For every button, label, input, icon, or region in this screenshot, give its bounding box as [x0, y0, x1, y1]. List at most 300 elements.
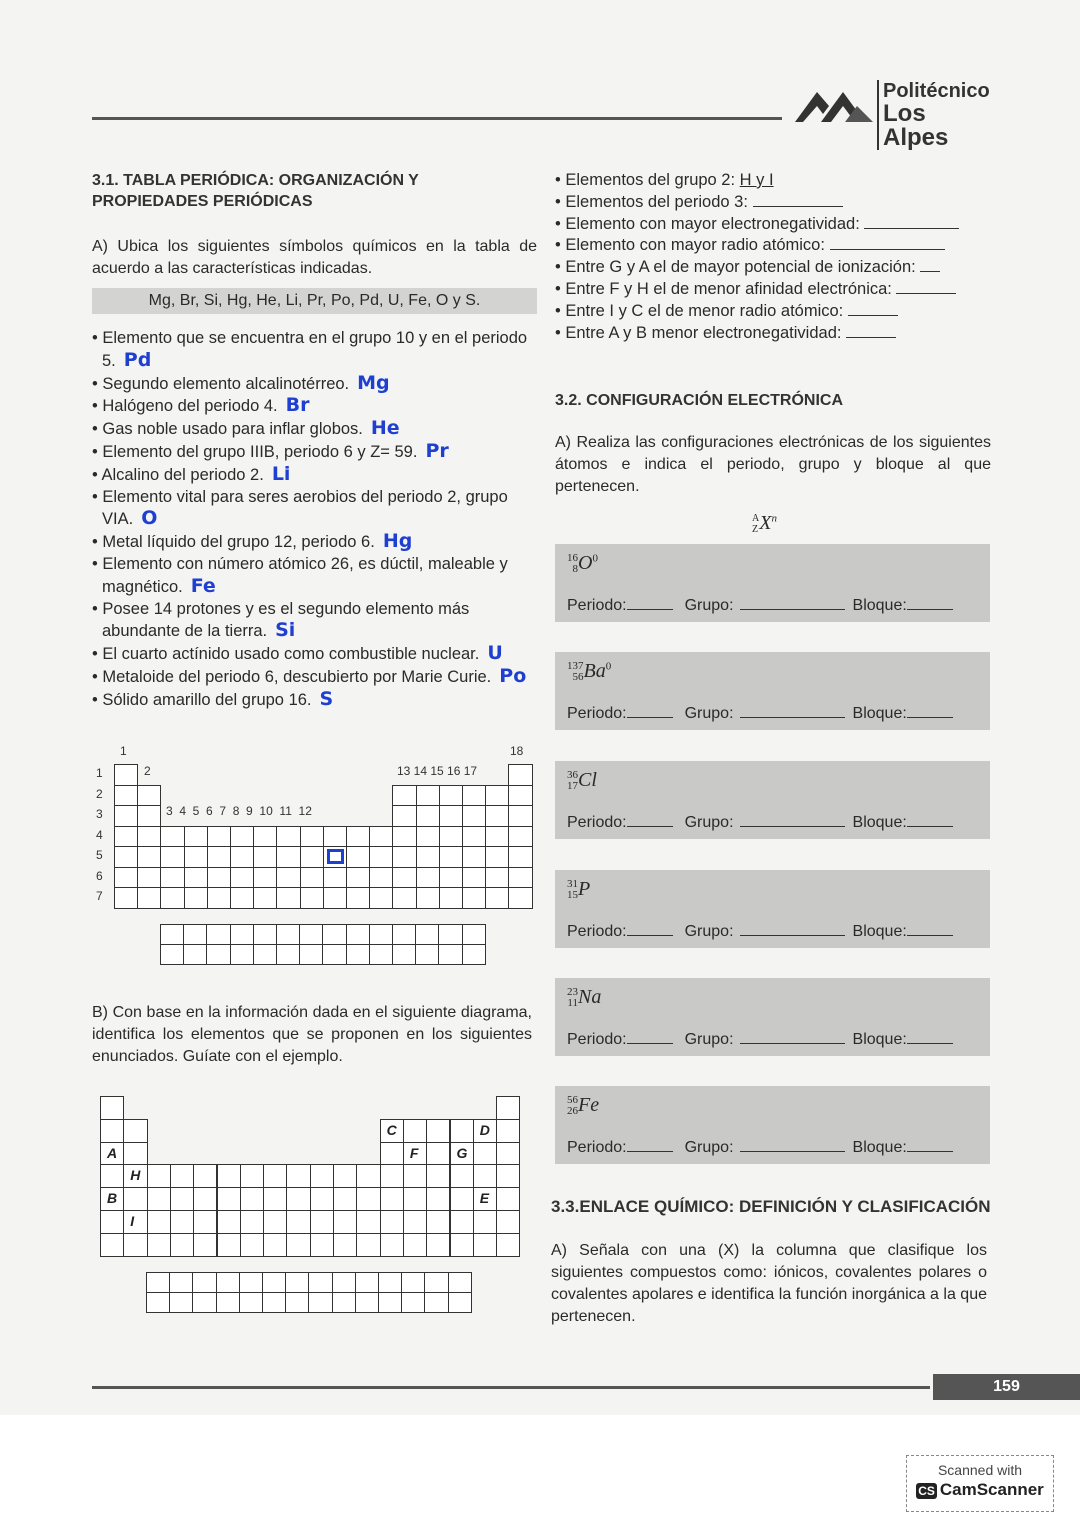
table-cell[interactable] [346, 887, 370, 909]
f-block-cell[interactable] [462, 944, 486, 965]
table-cell[interactable] [403, 1119, 427, 1143]
bloque-label: Bloque: [852, 1139, 907, 1156]
f-block-cell[interactable] [183, 944, 207, 965]
f-block-cell[interactable] [322, 944, 346, 965]
part-b-intro: B) Con base en la información dada en el siguiente diagrama, identifica los elementos que se proponen en los siguientes enunciados. Guíate con el ejemplo. [92, 1004, 532, 1065]
table-cell[interactable] [416, 846, 440, 868]
f-block-cell[interactable] [401, 1272, 425, 1293]
f-block-cell[interactable] [401, 1292, 425, 1313]
table-cell[interactable] [300, 826, 324, 848]
bloque-blank[interactable] [907, 1138, 953, 1152]
table-cell[interactable] [170, 1164, 194, 1188]
table-cell[interactable] [207, 826, 231, 848]
table-cell[interactable] [230, 887, 254, 909]
table-cell[interactable] [496, 1233, 520, 1257]
f-block-cell[interactable] [424, 1292, 448, 1313]
grupo-label: Grupo: [684, 923, 734, 940]
f-block-cell[interactable] [462, 924, 486, 945]
table-cell[interactable] [462, 887, 486, 909]
table-cell[interactable] [170, 1210, 194, 1234]
periodo-blank[interactable] [627, 922, 673, 936]
table-cell[interactable] [147, 1164, 171, 1188]
table-cell[interactable] [240, 1210, 264, 1234]
table-cell[interactable] [100, 1096, 124, 1120]
table-cell[interactable] [496, 1210, 520, 1234]
table-cell[interactable] [123, 1210, 147, 1234]
handwritten-answer: Li [271, 462, 291, 485]
table-cell[interactable] [462, 867, 486, 889]
table-cell[interactable] [217, 1210, 241, 1234]
table-cell[interactable] [193, 1233, 217, 1257]
table-cell[interactable] [217, 1187, 241, 1211]
table-cell[interactable] [508, 846, 532, 868]
table-cell[interactable] [462, 846, 486, 868]
f-block-cell[interactable] [206, 924, 230, 945]
table-cell[interactable] [137, 805, 161, 827]
section-33-title: 3.3.ENLACE QUÍMICO: DEFINICIÓN Y CLASIFICACIÓN [551, 1197, 991, 1216]
grupo-blank[interactable] [740, 813, 845, 827]
table-cell[interactable] [403, 1210, 427, 1234]
table-cell[interactable] [508, 785, 532, 807]
answer-blank[interactable] [920, 258, 940, 272]
table-cell[interactable] [380, 1187, 404, 1211]
table-cell[interactable] [217, 1164, 241, 1188]
grupo-blank[interactable] [740, 596, 845, 610]
period-label: 7 [96, 889, 103, 903]
clue-item [92, 328, 537, 373]
f-block-cell[interactable] [160, 944, 184, 965]
bloque-blank[interactable] [907, 596, 953, 610]
table-cell[interactable] [184, 887, 208, 909]
table-cell[interactable] [217, 1233, 241, 1257]
period-label: 1 [96, 766, 103, 780]
table-cell[interactable] [416, 805, 440, 827]
table-cell[interactable] [473, 1164, 497, 1188]
table-cell[interactable] [253, 887, 277, 909]
table-cell[interactable] [508, 867, 532, 889]
camscanner-icon: CS [918, 1484, 935, 1498]
table-cell[interactable] [193, 1164, 217, 1188]
handwritten-answer: Po [499, 664, 527, 687]
table-cell[interactable] [333, 1164, 357, 1188]
f-block-cell[interactable] [299, 944, 323, 965]
periodo-label: Periodo: [567, 1139, 627, 1156]
grupo-blank[interactable] [740, 704, 845, 718]
question-text: Entre A y B menor electronegatividad: [565, 323, 842, 342]
table-cell[interactable] [403, 1164, 427, 1188]
table-cell[interactable] [346, 846, 370, 868]
table-cell[interactable] [392, 867, 416, 889]
table-cell[interactable] [193, 1187, 217, 1211]
table-cell[interactable] [323, 867, 347, 889]
table-cell[interactable] [426, 1119, 450, 1143]
table-cell[interactable] [380, 1210, 404, 1234]
atomic-number: 26 [567, 1105, 578, 1118]
table-cell[interactable] [286, 1187, 310, 1211]
table-cell[interactable] [485, 867, 509, 889]
table-cell[interactable] [403, 1233, 427, 1257]
f-block-cell[interactable] [378, 1292, 402, 1313]
table-cell[interactable] [356, 1233, 380, 1257]
clue-text: Metal líquido del grupo 12, periodo 6. [102, 533, 375, 552]
f-block-cell[interactable] [192, 1292, 216, 1313]
clue-text: Gas noble usado para inflar globos. [102, 420, 363, 439]
table-cell[interactable] [160, 826, 184, 848]
table-cell[interactable] [392, 805, 416, 827]
table-cell[interactable] [508, 805, 532, 827]
clue-item [92, 599, 537, 644]
clue-text: Elemento del grupo IIIB, periodo 6 y Z= 59. [102, 442, 418, 461]
table-cell[interactable] [426, 1164, 450, 1188]
table-cell[interactable] [123, 1187, 147, 1211]
table-cell[interactable] [356, 1164, 380, 1188]
table-cell[interactable] [253, 867, 277, 889]
f-block-cell[interactable] [369, 924, 393, 945]
table-cell[interactable] [137, 887, 161, 909]
f-block-cell[interactable] [253, 944, 277, 965]
f-block-cell[interactable] [253, 924, 277, 945]
table-cell[interactable] [160, 887, 184, 909]
table-cell[interactable] [485, 785, 509, 807]
periodo-blank[interactable] [627, 704, 673, 718]
diagram-letter-c: C [386, 1121, 397, 1138]
table-cell[interactable] [333, 1210, 357, 1234]
table-cell[interactable] [508, 887, 532, 909]
table-cell[interactable] [114, 764, 138, 786]
table-cell[interactable] [300, 867, 324, 889]
f-block-cell[interactable] [216, 1292, 240, 1313]
f-block-cell[interactable] [369, 944, 393, 965]
symbols-box: Mg, Br, Si, Hg, He, Li, Pr, Po, Pd, U, Fe, O y S. [92, 288, 537, 314]
atom-fields [567, 922, 953, 941]
f-block-cell[interactable] [438, 944, 462, 965]
table-cell[interactable] [263, 1210, 287, 1234]
table-cell[interactable] [450, 1233, 474, 1257]
table-cell[interactable] [496, 1119, 520, 1143]
f-block-cell[interactable] [183, 924, 207, 945]
table-cell[interactable] [356, 1210, 380, 1234]
table-cell[interactable] [356, 1187, 380, 1211]
table-cell[interactable] [462, 826, 486, 848]
table-cell[interactable] [426, 1233, 450, 1257]
table-cell[interactable] [184, 846, 208, 868]
table-cell[interactable] [193, 1210, 217, 1234]
table-cell[interactable] [123, 1142, 147, 1166]
table-cell[interactable] [207, 867, 231, 889]
table-cell[interactable] [240, 1187, 264, 1211]
f-block-cell[interactable] [332, 1272, 356, 1293]
table-cell[interactable] [276, 887, 300, 909]
f-block-cell[interactable] [146, 1272, 170, 1293]
answer-blank[interactable] [848, 302, 898, 316]
table-cell[interactable] [439, 826, 463, 848]
f-block-cell[interactable] [346, 944, 370, 965]
f-block-cell[interactable] [438, 924, 462, 945]
table-cell[interactable] [263, 1233, 287, 1257]
table-cell[interactable] [300, 887, 324, 909]
table-cell[interactable] [485, 846, 509, 868]
f-block-cell[interactable] [415, 944, 439, 965]
answer-blank[interactable] [864, 215, 959, 229]
f-block-cell[interactable] [308, 1272, 332, 1293]
bloque-blank[interactable] [907, 922, 953, 936]
table-cell[interactable] [114, 846, 138, 868]
header-rule [92, 117, 782, 120]
f-block-cell[interactable] [285, 1272, 309, 1293]
f-block-cell[interactable] [322, 924, 346, 945]
table-cell[interactable] [147, 1187, 171, 1211]
f-block-cell[interactable] [239, 1272, 263, 1293]
table-cell[interactable] [473, 1210, 497, 1234]
atomic-number: 15 [567, 889, 578, 902]
periodo-label: Periodo: [567, 705, 627, 722]
f-block-cell[interactable] [392, 944, 416, 965]
table-cell[interactable] [416, 785, 440, 807]
table-cell[interactable] [346, 826, 370, 848]
table-cell[interactable] [392, 887, 416, 909]
table-cell[interactable] [380, 1233, 404, 1257]
table-cell[interactable] [114, 887, 138, 909]
table-cell[interactable] [439, 867, 463, 889]
mass-number: 56 [567, 1094, 578, 1107]
table-cell[interactable] [230, 867, 254, 889]
table-cell[interactable] [147, 1233, 171, 1257]
diagram-letter-a: A [107, 1144, 118, 1161]
table-cell[interactable] [333, 1187, 357, 1211]
table-cell[interactable] [137, 785, 161, 807]
table-cell[interactable] [263, 1164, 287, 1188]
table-cell[interactable] [485, 887, 509, 909]
atom-symbol [567, 986, 601, 1009]
answer-blank[interactable] [896, 280, 956, 294]
table-cell[interactable] [508, 764, 532, 786]
atom-symbol [567, 769, 597, 792]
f-block-cell[interactable] [192, 1272, 216, 1293]
clue-item [92, 373, 537, 396]
atom-numbers [567, 661, 584, 683]
table-cell[interactable] [230, 826, 254, 848]
table-cell[interactable] [462, 805, 486, 827]
table-cell[interactable] [485, 805, 509, 827]
table-cell[interactable] [462, 785, 486, 807]
table-cell[interactable] [508, 826, 532, 848]
periodo-blank[interactable] [627, 1030, 673, 1044]
table-cell[interactable] [426, 1187, 450, 1211]
group-label-13-17: 13 14 15 16 17 [397, 764, 478, 778]
handwritten-answer: Pd [123, 348, 152, 371]
clue-text: Alcalino del periodo 2. [101, 465, 264, 484]
table-cell[interactable] [426, 1210, 450, 1234]
f-block-cell[interactable] [230, 944, 254, 965]
grupo-blank[interactable] [740, 922, 845, 936]
table-cell[interactable] [276, 846, 300, 868]
table-cell[interactable] [207, 887, 231, 909]
f-block-cell[interactable] [392, 924, 416, 945]
f-block-cell[interactable] [262, 1292, 286, 1313]
table-cell[interactable] [369, 887, 393, 909]
scanner-line-1: Scanned with [937, 1462, 1023, 1478]
table-cell[interactable] [392, 785, 416, 807]
table-cell[interactable] [276, 867, 300, 889]
atom-box [555, 870, 990, 948]
clue-text: Sólido amarillo del grupo 16. [102, 690, 312, 709]
table-cell[interactable] [392, 826, 416, 848]
table-cell[interactable] [496, 1096, 520, 1120]
table-cell[interactable] [114, 826, 138, 848]
table-cell[interactable] [240, 1164, 264, 1188]
table-cell[interactable] [286, 1233, 310, 1257]
table-cell[interactable] [100, 1210, 124, 1234]
f-block-cell[interactable] [308, 1292, 332, 1313]
f-block-cell[interactable] [415, 924, 439, 945]
f-block-cell[interactable] [206, 944, 230, 965]
question-text: Elemento con mayor radio atómico: [565, 236, 825, 255]
table-cell[interactable] [240, 1233, 264, 1257]
table-cell[interactable] [380, 1142, 404, 1166]
table-cell[interactable] [253, 846, 277, 868]
table-cell[interactable] [300, 846, 324, 868]
f-block-cell[interactable] [346, 924, 370, 945]
table-cell[interactable] [323, 887, 347, 909]
table-cell[interactable] [450, 1119, 474, 1143]
table-cell[interactable] [123, 1233, 147, 1257]
table-cell[interactable] [416, 867, 440, 889]
bloque-blank[interactable] [907, 813, 953, 827]
handwritten-answer: He [370, 417, 400, 440]
table-cell[interactable] [170, 1187, 194, 1211]
table-cell[interactable] [100, 1119, 124, 1143]
f-block-cell[interactable] [239, 1292, 263, 1313]
table-cell[interactable] [416, 887, 440, 909]
table-cell[interactable] [100, 1164, 124, 1188]
table-cell[interactable] [147, 1210, 171, 1234]
table-cell[interactable] [263, 1187, 287, 1211]
mass-number: 36 [567, 769, 578, 782]
table-cell[interactable] [496, 1142, 520, 1166]
table-cell[interactable] [310, 1210, 334, 1234]
table-cell[interactable] [380, 1164, 404, 1188]
mass-number: 23 [567, 986, 578, 999]
table-cell[interactable] [160, 867, 184, 889]
table-cell[interactable] [286, 1164, 310, 1188]
table-cell[interactable] [450, 1210, 474, 1234]
table-cell[interactable] [207, 846, 231, 868]
table-cell[interactable] [333, 1233, 357, 1257]
table-cell[interactable] [496, 1164, 520, 1188]
handwritten-answer: U [487, 642, 503, 665]
table-cell[interactable] [114, 805, 138, 827]
table-cell[interactable] [473, 1142, 497, 1166]
table-cell[interactable] [230, 846, 254, 868]
f-block-cell[interactable] [216, 1272, 240, 1293]
table-cell[interactable] [439, 785, 463, 807]
f-block-cell[interactable] [332, 1292, 356, 1313]
table-cell[interactable] [114, 867, 138, 889]
table-cell[interactable] [473, 1233, 497, 1257]
table-cell[interactable] [286, 1210, 310, 1234]
table-cell[interactable] [114, 785, 138, 807]
f-block-cell[interactable] [299, 924, 323, 945]
table-cell[interactable] [439, 887, 463, 909]
periodo-blank[interactable] [627, 1138, 673, 1152]
answer-blank[interactable] [753, 193, 843, 207]
grupo-blank[interactable] [740, 1030, 845, 1044]
table-cell[interactable] [137, 867, 161, 889]
table-cell[interactable] [276, 826, 300, 848]
table-cell[interactable] [392, 846, 416, 868]
table-cell[interactable] [369, 826, 393, 848]
table-cell[interactable] [310, 1187, 334, 1211]
f-block-cell[interactable] [424, 1272, 448, 1293]
clue-text: Elemento que se encuentra en el grupo 10 y en el periodo 5. [102, 329, 528, 370]
table-cell[interactable] [184, 867, 208, 889]
table-cell[interactable] [450, 1164, 474, 1188]
bloque-blank[interactable] [907, 1030, 953, 1044]
table-cell[interactable] [170, 1233, 194, 1257]
f-block-cell[interactable] [285, 1292, 309, 1313]
table-cell[interactable] [323, 826, 347, 848]
table-cell[interactable] [439, 805, 463, 827]
group-label-1: 1 [120, 744, 127, 758]
table-cell[interactable] [485, 826, 509, 848]
grupo-blank[interactable] [740, 1138, 845, 1152]
table-cell[interactable] [100, 1233, 124, 1257]
bloque-blank[interactable] [907, 704, 953, 718]
periodo-blank[interactable] [627, 596, 673, 610]
f-block-cell[interactable] [448, 1292, 472, 1313]
table-cell[interactable] [450, 1187, 474, 1211]
f-block-cell[interactable] [276, 944, 300, 965]
footer-rule [92, 1386, 930, 1389]
table-cell[interactable] [123, 1119, 147, 1143]
atomic-number: 17 [567, 780, 578, 793]
table-cell[interactable] [160, 846, 184, 868]
table-cell[interactable] [184, 826, 208, 848]
table-cell[interactable] [310, 1164, 334, 1188]
f-block-cell[interactable] [276, 924, 300, 945]
table-cell[interactable] [439, 846, 463, 868]
table-cell[interactable] [137, 826, 161, 848]
f-block-cell[interactable] [169, 1292, 193, 1313]
table-cell[interactable] [403, 1187, 427, 1211]
bloque-label: Bloque: [852, 597, 907, 614]
f-block-cell[interactable] [160, 924, 184, 945]
table-cell[interactable] [416, 826, 440, 848]
f-block-cell[interactable] [355, 1272, 379, 1293]
answer-blank[interactable] [830, 236, 945, 250]
table-cell[interactable] [426, 1142, 450, 1166]
clue-item [92, 554, 537, 599]
table-cell[interactable] [310, 1233, 334, 1257]
table-cell[interactable] [369, 846, 393, 868]
table-cell[interactable] [369, 867, 393, 889]
f-block-cell[interactable] [355, 1292, 379, 1313]
f-block-cell[interactable] [169, 1272, 193, 1293]
table-cell[interactable] [137, 846, 161, 868]
table-cell[interactable] [253, 826, 277, 848]
f-block-cell[interactable] [378, 1272, 402, 1293]
f-block-cell[interactable] [448, 1272, 472, 1293]
periodo-blank[interactable] [627, 813, 673, 827]
answer-blank[interactable] [846, 324, 896, 338]
f-block-cell[interactable] [230, 924, 254, 945]
mountain-logo-icon [795, 84, 875, 124]
f-block-cell[interactable] [146, 1292, 170, 1313]
table-cell[interactable] [496, 1187, 520, 1211]
f-block-cell[interactable] [262, 1272, 286, 1293]
table-cell[interactable] [346, 867, 370, 889]
question-item [555, 235, 995, 257]
